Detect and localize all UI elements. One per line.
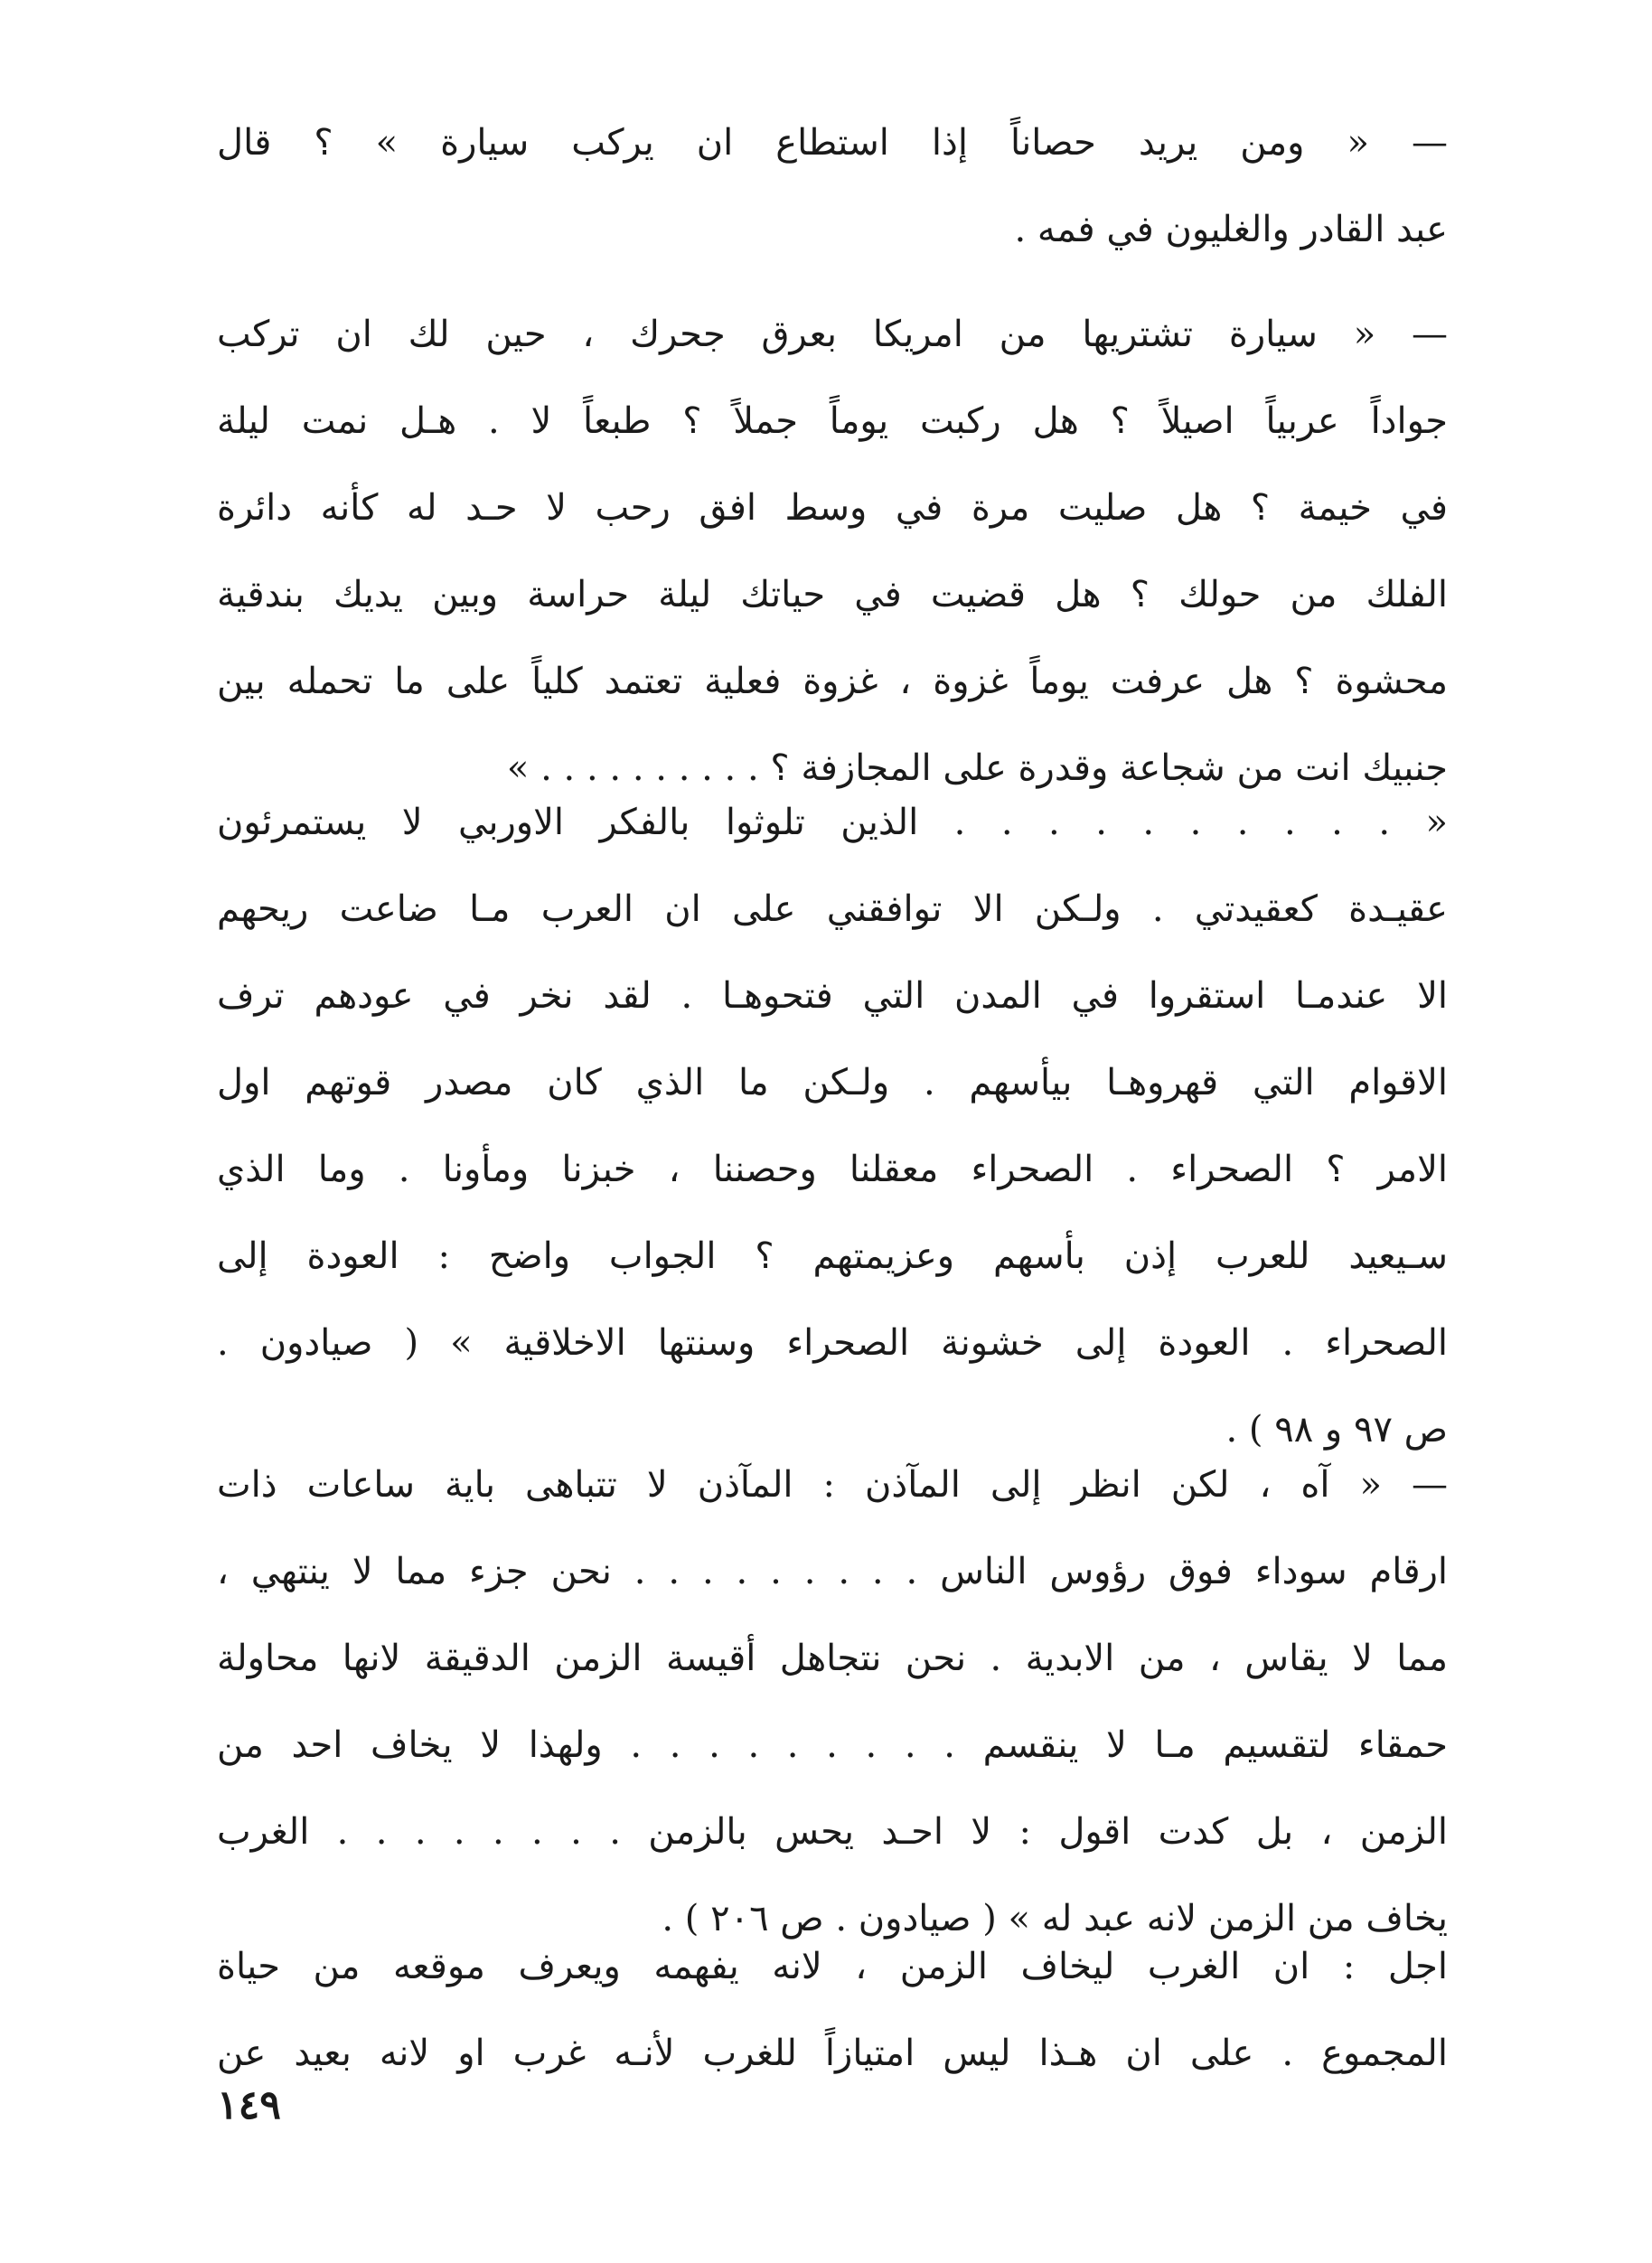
text-line: في خيمة ؟ هل صليت مرة في وسط افق رحب لا حـد له كأنه دائرة xyxy=(217,487,1448,529)
text-line: — « سيارة تشتريها من امريكا بعرق جحرك ، حين لك ان تركب xyxy=(217,314,1448,355)
text-line: ارقام سوداء فوق رؤوس الناس . . . . . . . . . نحن جزء مما لا ينتهي ، xyxy=(217,1551,1448,1592)
text-line: — « ومن يريد حصاناً إذا استطاع ان يركب سيارة » ؟ قال xyxy=(217,122,1448,164)
text-line: يخاف من الزمن لانه عبد له » ( صيادون . ص ٢٠٦ ) . xyxy=(662,1898,1448,1939)
text-line: حمقاء لتقسيم مـا لا ينقسم . . . . . . . . . ولهذا لا يخاف احد من xyxy=(217,1724,1448,1766)
text-line: الزمن ، بل كدت اقول : لا احـد يحس بالزمن . . . . . . . . الغرب xyxy=(217,1811,1448,1853)
text-line: عقيـدة كعقيدتي . ولـكن الا توافقني على ان العرب مـا ضاعت ريحهم xyxy=(217,888,1448,930)
text-line: جواداً عربياً اصيلاً ؟ هل ركبت يوماً جملاً ؟ طبعاً لا . هـل نمت ليلة xyxy=(217,400,1448,442)
text-line: ص ٩٧ و ٩٨ ) . xyxy=(1225,1409,1448,1451)
text-line: جنبيك انت من شجاعة وقدرة على المجازفة ؟ . . . . . . . . . . » xyxy=(506,747,1448,789)
paragraph-4 xyxy=(217,1441,1448,1962)
text-line: « . . . . . . . . . . الذين تلوثوا بالفكر الاوربي لا يستمرئون xyxy=(217,802,1448,843)
text-line: الاقوام التي قهروهـا بيأسهم . ولـكن ما الذي كان مصدر قوتهم اول xyxy=(217,1062,1448,1103)
text-line: الصحراء . العودة إلى خشونة الصحراء وسنتها الاخلاقية » ( صيادون . xyxy=(217,1322,1448,1364)
text-line: سـيعيد للعرب إذن بأسهم وعزيمتهم ؟ الجواب واضح : العودة إلى xyxy=(217,1235,1448,1277)
page-number: ١٤٩ xyxy=(217,2082,281,2128)
text-line: اجل : ان الغرب ليخاف الزمن ، لانه يفهمه ويعرف موقعه من حياة xyxy=(217,1946,1448,1987)
paragraph-5 xyxy=(217,1923,1448,2097)
paragraph-1 xyxy=(217,99,1448,273)
text-line: الفلك من حولك ؟ هل قضيت في حياتك ليلة حراسة وبين يديك بندقية xyxy=(217,574,1448,615)
text-line: الا عندمـا استقروا في المدن التي فتحوهـا . لقد نخر في عودهم ترف xyxy=(217,975,1448,1017)
text-line: — « آه ، لكن انظر إلى المآذن : المآذن لا تتباهى باية ساعات ذات xyxy=(217,1464,1448,1506)
text-line: الامر ؟ الصحراء . الصحراء معقلنا وحصننا ، خبزنا ومأونا . وما الذي xyxy=(217,1149,1448,1190)
text-line: عبد القادر والغليون في فمه . xyxy=(1014,209,1448,250)
text-line: مما لا يقاس ، من الابدية . نحن نتجاهل أقيسة الزمن الدقيقة لانها محاولة xyxy=(217,1638,1448,1679)
text-line: المجموع . على ان هـذا ليس امتيازاً للغرب لأنـه غرب او لانه بعيد عن xyxy=(217,2033,1448,2074)
paragraph-3 xyxy=(217,779,1448,1473)
paragraph-2 xyxy=(217,291,1448,812)
text-line: محشوة ؟ هل عرفت يوماً غزوة ، غزوة فعلية تعتمد كلياً على ما تحمله بين xyxy=(217,661,1448,702)
